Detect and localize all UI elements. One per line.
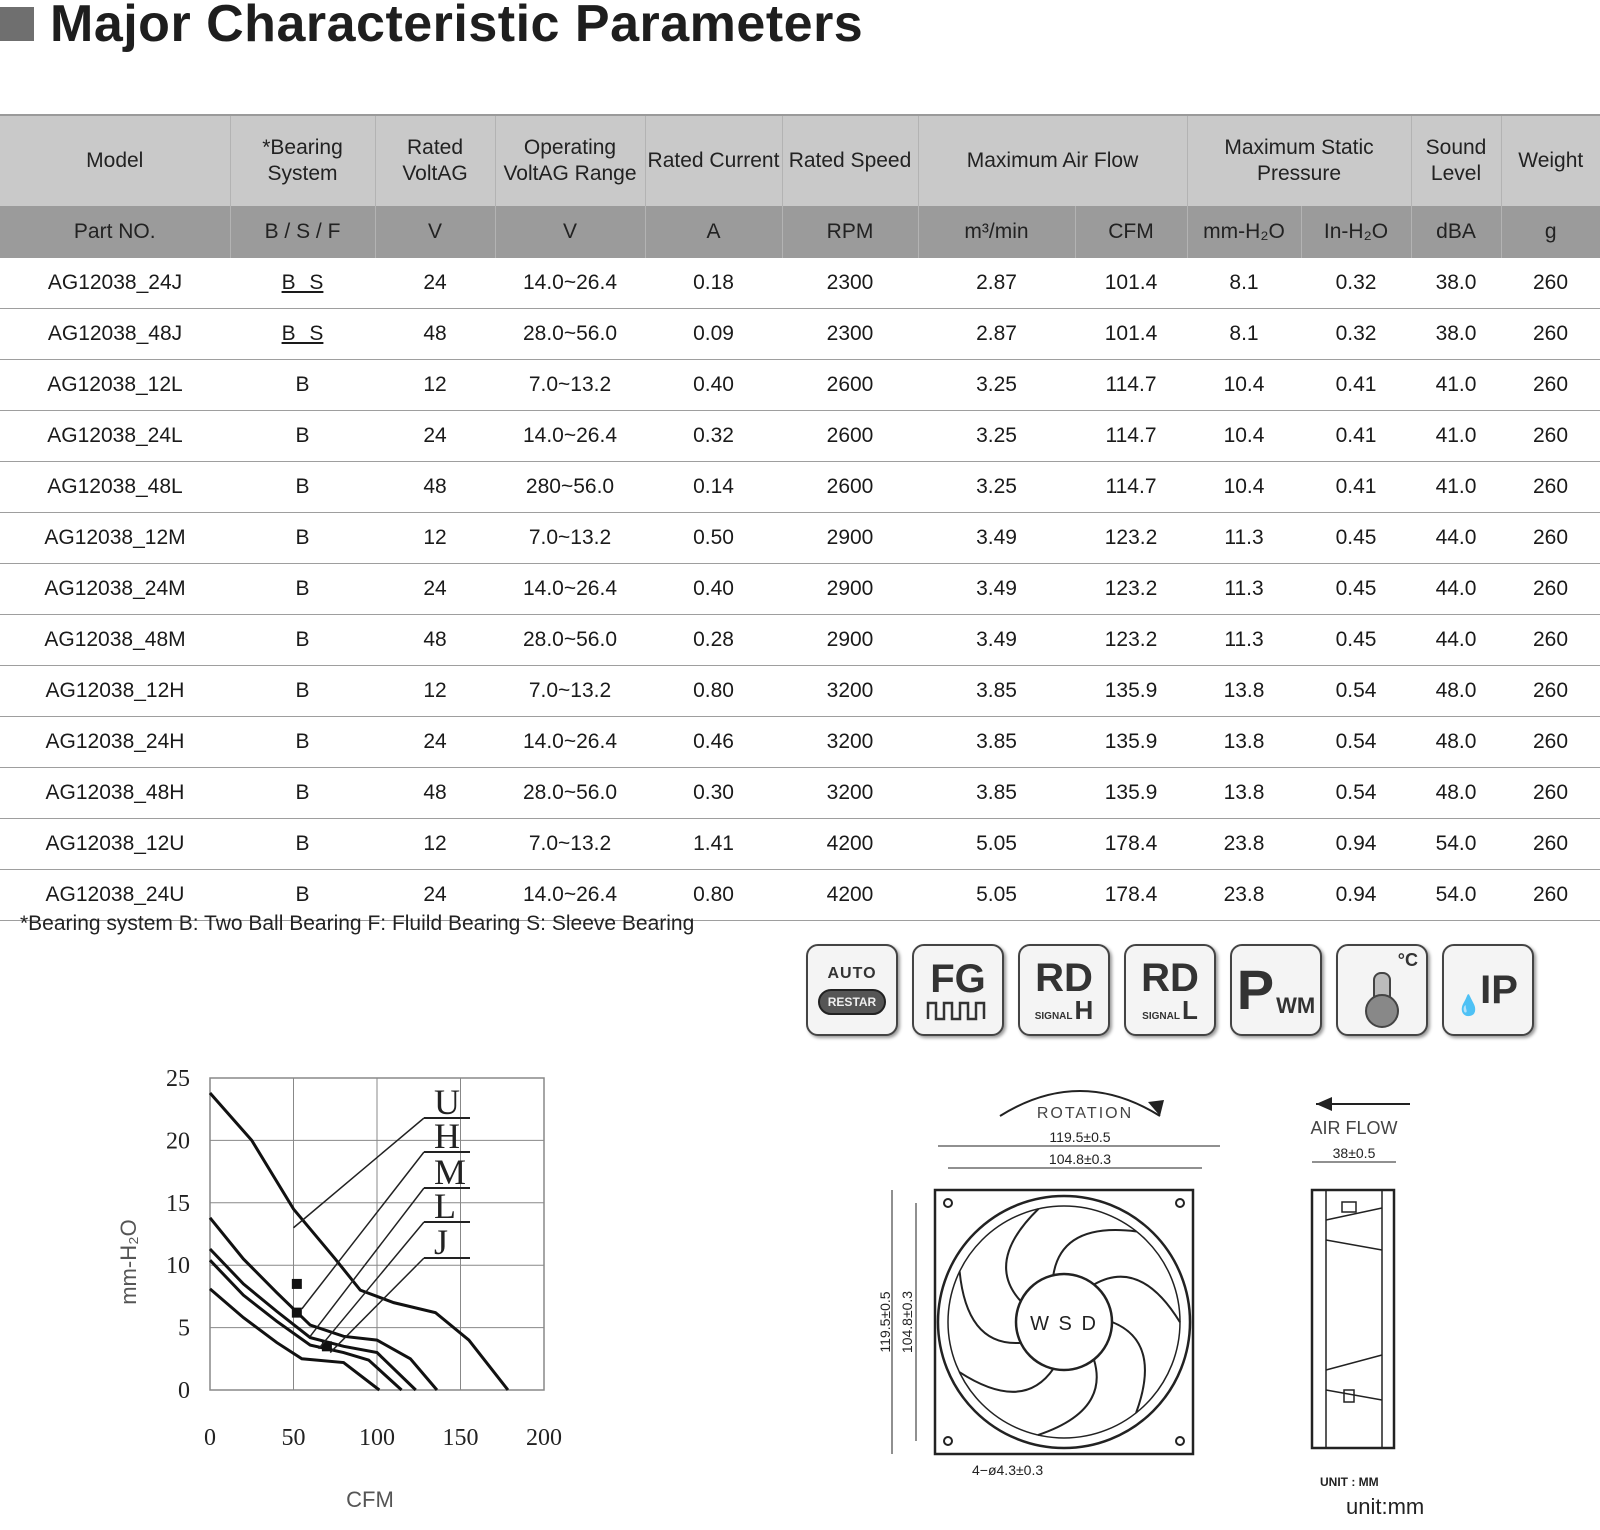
table-row	[0, 819, 1600, 870]
y-ticks	[166, 1066, 190, 1404]
cell-current: 0.40	[645, 360, 782, 411]
table-row	[0, 309, 1600, 360]
dim-width-inner: 104.8±0.3	[1048, 1151, 1112, 1167]
cell-weight: 260	[1501, 258, 1600, 309]
cell-dba: 44.0	[1411, 615, 1501, 666]
celsius-label: °C	[1397, 950, 1418, 970]
table-row	[0, 666, 1600, 717]
cell-range: 14.0~26.4	[495, 411, 645, 462]
cell-range: 7.0~13.2	[495, 513, 645, 564]
cell-bearing: B	[230, 768, 375, 819]
cell-weight: 260	[1501, 819, 1600, 870]
y-tick-label: 20	[166, 1128, 190, 1155]
cell-range: 7.0~13.2	[495, 819, 645, 870]
pwm-p: P	[1236, 958, 1275, 1021]
cell-m3min: 2.87	[918, 258, 1075, 309]
cell-current: 0.46	[645, 717, 782, 768]
cell-range: 7.0~13.2	[495, 360, 645, 411]
cell-dba: 54.0	[1411, 870, 1501, 921]
cell-cfm: 123.2	[1075, 615, 1187, 666]
cell-mmh2o: 23.8	[1187, 819, 1301, 870]
signal-l-text: SIGNAL	[1142, 1011, 1180, 1022]
curve-marker	[292, 1279, 302, 1289]
cell-dba: 48.0	[1411, 768, 1501, 819]
curve-marker	[292, 1308, 302, 1318]
cell-weight: 260	[1501, 768, 1600, 819]
cell-range: 14.0~26.4	[495, 564, 645, 615]
unit-part-no: Part NO.	[0, 206, 230, 258]
cell-bearing: B	[230, 360, 375, 411]
cell-model: AG12038_24L	[0, 411, 230, 462]
cell-weight: 260	[1501, 615, 1600, 666]
cell-current: 0.14	[645, 462, 782, 513]
feature-icons	[806, 944, 1534, 1036]
cell-mmh2o: 13.8	[1187, 666, 1301, 717]
cell-speed: 2900	[782, 615, 918, 666]
fg-signal-icon	[912, 944, 1004, 1036]
cell-model: AG12038_12H	[0, 666, 230, 717]
table-row	[0, 360, 1600, 411]
cell-bearing: B	[230, 819, 375, 870]
table-row	[0, 768, 1600, 819]
cell-cfm: 123.2	[1075, 513, 1187, 564]
cell-range: 14.0~26.4	[495, 870, 645, 921]
rd-signal-l-icon	[1124, 944, 1216, 1036]
unit-m3min: m³/min	[918, 206, 1075, 258]
header-weight: Weight	[1501, 115, 1600, 206]
fan-blade	[959, 1369, 1053, 1392]
dim-height-inner: 104.8±0.3	[899, 1290, 915, 1354]
x-tick-label: 100	[359, 1425, 395, 1451]
cell-range: 14.0~26.4	[495, 258, 645, 309]
cell-mmh2o: 11.3	[1187, 615, 1301, 666]
cell-speed: 3200	[782, 717, 918, 768]
cell-speed: 2600	[782, 411, 918, 462]
cell-speed: 4200	[782, 819, 918, 870]
cell-range: 280~56.0	[495, 462, 645, 513]
fan-blade	[1112, 1322, 1145, 1413]
dim-width-outer: 119.5±0.5	[1049, 1129, 1111, 1145]
airflow-label: AIR FLOW	[1310, 1118, 1398, 1138]
cell-inh2o: 0.32	[1301, 258, 1411, 309]
table-row	[0, 513, 1600, 564]
label-leader-line	[310, 1188, 424, 1336]
cell-dba: 41.0	[1411, 462, 1501, 513]
table-row	[0, 615, 1600, 666]
dim-height-outer: 119.5±0.5	[877, 1291, 893, 1353]
cell-cfm: 178.4	[1075, 870, 1187, 921]
cell-cfm: 135.9	[1075, 717, 1187, 768]
cell-weight: 260	[1501, 309, 1600, 360]
cell-speed: 2300	[782, 309, 918, 360]
unit-v: V	[375, 206, 495, 258]
cell-voltage: 24	[375, 564, 495, 615]
l-letter: L	[1181, 995, 1198, 1025]
cell-cfm: 114.7	[1075, 360, 1187, 411]
bearing-footnote: *Bearing system B: Two Ball Bearing F: Fluild Bearing S: Sleeve Bearing	[20, 912, 695, 935]
cell-voltage: 12	[375, 819, 495, 870]
cell-inh2o: 0.41	[1301, 411, 1411, 462]
mount-hole-tr	[1176, 1199, 1184, 1207]
cell-weight: 260	[1501, 717, 1600, 768]
x-tick-label: 150	[442, 1425, 479, 1451]
cell-voltage: 48	[375, 462, 495, 513]
restart-label: RESTAR	[818, 989, 886, 1015]
curve-labels	[294, 1082, 471, 1353]
cell-model: AG12038_12L	[0, 360, 230, 411]
cell-weight: 260	[1501, 513, 1600, 564]
x-ticks	[204, 1425, 562, 1451]
unit-g: g	[1501, 206, 1600, 258]
hub-brand: W S D	[1030, 1313, 1098, 1335]
cell-bearing: B S	[230, 258, 375, 309]
title-marker-square	[0, 7, 34, 41]
header-rated-voltage: Rated VoltAG	[375, 115, 495, 206]
cell-model: AG12038_24U	[0, 870, 230, 921]
table-row	[0, 717, 1600, 768]
cell-model: AG12038_48L	[0, 462, 230, 513]
mount-hole-tl	[944, 1199, 952, 1207]
thermometer-icon	[1373, 972, 1391, 1016]
cell-m3min: 3.49	[918, 513, 1075, 564]
cell-voltage: 24	[375, 717, 495, 768]
x-tick-label: 0	[204, 1425, 216, 1451]
header-sound-level: Sound Level	[1411, 115, 1501, 206]
cell-cfm: 114.7	[1075, 411, 1187, 462]
cell-voltage: 24	[375, 870, 495, 921]
cell-weight: 260	[1501, 666, 1600, 717]
cell-dba: 44.0	[1411, 513, 1501, 564]
cell-dba: 38.0	[1411, 309, 1501, 360]
cell-voltage: 12	[375, 513, 495, 564]
fan-front-drawing	[877, 1076, 1240, 1496]
auto-restart-icon	[806, 944, 898, 1036]
cell-speed: 2900	[782, 513, 918, 564]
cell-inh2o: 0.54	[1301, 717, 1411, 768]
curve-U	[210, 1093, 508, 1390]
cell-inh2o: 0.94	[1301, 870, 1411, 921]
cell-m3min: 3.25	[918, 462, 1075, 513]
rotation-label: ROTATION	[1036, 1105, 1134, 1122]
cell-dba: 41.0	[1411, 360, 1501, 411]
cell-bearing: B	[230, 615, 375, 666]
cell-range: 28.0~56.0	[495, 615, 645, 666]
cell-current: 1.41	[645, 819, 782, 870]
cell-inh2o: 0.45	[1301, 564, 1411, 615]
unit-v-range: V	[495, 206, 645, 258]
cell-current: 0.28	[645, 615, 782, 666]
cell-cfm: 123.2	[1075, 564, 1187, 615]
cell-speed: 3200	[782, 666, 918, 717]
cell-voltage: 48	[375, 768, 495, 819]
mount-hole-br	[1176, 1437, 1184, 1445]
cell-voltage: 48	[375, 309, 495, 360]
cell-mmh2o: 10.4	[1187, 411, 1301, 462]
x-tick-label: 200	[526, 1425, 562, 1451]
unit-mmh2o: mm-H₂O	[1187, 206, 1301, 258]
unit-a: A	[645, 206, 782, 258]
cell-current: 0.80	[645, 666, 782, 717]
cell-dba: 54.0	[1411, 819, 1501, 870]
cell-cfm: 135.9	[1075, 768, 1187, 819]
label-leader-line	[302, 1152, 424, 1309]
cell-mmh2o: 10.4	[1187, 360, 1301, 411]
cell-model: AG12038_24M	[0, 564, 230, 615]
parameters-table	[0, 114, 1600, 921]
page-title: Major Characteristic Parameters	[50, 0, 864, 53]
cell-inh2o: 0.41	[1301, 360, 1411, 411]
depth-dim: 38±0.5	[1332, 1145, 1376, 1161]
curve-J	[210, 1289, 379, 1390]
cell-mmh2o: 8.1	[1187, 258, 1301, 309]
y-tick-label: 25	[166, 1066, 190, 1092]
cell-bearing: B	[230, 666, 375, 717]
cell-inh2o: 0.32	[1301, 309, 1411, 360]
cell-m3min: 5.05	[918, 870, 1075, 921]
header-rated-current: Rated Current	[645, 115, 782, 206]
cell-inh2o: 0.45	[1301, 615, 1411, 666]
cell-speed: 2900	[782, 564, 918, 615]
ip-label: IP	[1480, 968, 1518, 1012]
cell-dba: 48.0	[1411, 717, 1501, 768]
cell-m3min: 3.85	[918, 666, 1075, 717]
header-air-flow: Maximum Air Flow	[918, 115, 1187, 206]
cell-m3min: 5.05	[918, 819, 1075, 870]
cell-model: AG12038_48M	[0, 615, 230, 666]
cell-mmh2o: 23.8	[1187, 870, 1301, 921]
h-letter: H	[1074, 995, 1094, 1025]
label-leader-line	[294, 1118, 425, 1228]
table-row	[0, 411, 1600, 462]
cell-voltage: 12	[375, 666, 495, 717]
cell-weight: 260	[1501, 360, 1600, 411]
y-tick-label: 10	[166, 1253, 190, 1280]
pwm-icon	[1230, 944, 1322, 1036]
unit-inh2o: In-H₂O	[1301, 206, 1411, 258]
pwm-wm: WM	[1276, 993, 1316, 1018]
chart-curves	[210, 1093, 508, 1390]
cell-mmh2o: 11.3	[1187, 564, 1301, 615]
x-axis-label: CFM	[346, 1487, 394, 1512]
cell-model: AG12038_12U	[0, 819, 230, 870]
page-title-block	[0, 0, 863, 54]
unit-rpm: RPM	[782, 206, 918, 258]
cell-inh2o: 0.45	[1301, 513, 1411, 564]
unit-cfm: CFM	[1075, 206, 1187, 258]
cell-model: AG12038_12M	[0, 513, 230, 564]
curve-label-L: L	[434, 1186, 456, 1226]
side-hole-bottom	[1344, 1390, 1354, 1402]
cell-bearing: B	[230, 717, 375, 768]
cell-dba: 48.0	[1411, 666, 1501, 717]
table-unit-row	[0, 206, 1600, 258]
cell-mmh2o: 13.8	[1187, 768, 1301, 819]
cell-range: 28.0~56.0	[495, 768, 645, 819]
cell-cfm: 178.4	[1075, 819, 1187, 870]
cell-weight: 260	[1501, 411, 1600, 462]
fan-blade	[960, 1271, 1021, 1343]
cell-current: 0.18	[645, 258, 782, 309]
cell-weight: 260	[1501, 462, 1600, 513]
pq-curve-chart	[100, 1066, 700, 1516]
cell-weight: 260	[1501, 564, 1600, 615]
curve-label-U: U	[434, 1082, 460, 1122]
cell-voltage: 12	[375, 360, 495, 411]
mount-hole-bl	[944, 1437, 952, 1445]
cell-speed: 2600	[782, 462, 918, 513]
cell-current: 0.80	[645, 870, 782, 921]
cell-bearing: B	[230, 462, 375, 513]
cell-speed: 2300	[782, 258, 918, 309]
curve-label-H: H	[434, 1116, 460, 1156]
cell-inh2o: 0.94	[1301, 819, 1411, 870]
table-row	[0, 462, 1600, 513]
table-header-row	[0, 115, 1600, 206]
unit-small-label: UNIT : MM	[1320, 1475, 1379, 1489]
cell-bearing: B	[230, 870, 375, 921]
cell-bearing: B	[230, 411, 375, 462]
fan-blade	[1053, 1230, 1136, 1275]
header-static-pressure: Maximum Static Pressure	[1187, 115, 1411, 206]
cell-inh2o: 0.54	[1301, 768, 1411, 819]
cell-current: 0.40	[645, 564, 782, 615]
cell-dba: 38.0	[1411, 258, 1501, 309]
cell-dba: 44.0	[1411, 564, 1501, 615]
side-hole-top	[1342, 1202, 1356, 1212]
cell-inh2o: 0.54	[1301, 666, 1411, 717]
cell-voltage: 24	[375, 258, 495, 309]
cell-m3min: 3.25	[918, 411, 1075, 462]
x-tick-label: 50	[281, 1425, 306, 1451]
table-row	[0, 258, 1600, 309]
header-bearing: *Bearing System	[230, 115, 375, 206]
cell-cfm: 135.9	[1075, 666, 1187, 717]
cell-speed: 3200	[782, 768, 918, 819]
cell-bearing: B S	[230, 309, 375, 360]
temperature-icon	[1336, 944, 1428, 1036]
header-rated-speed: Rated Speed	[782, 115, 918, 206]
cell-m3min: 2.87	[918, 309, 1075, 360]
cell-bearing: B	[230, 513, 375, 564]
signal-h-text: SIGNAL	[1034, 1011, 1073, 1022]
cell-current: 0.32	[645, 411, 782, 462]
cell-range: 7.0~13.2	[495, 666, 645, 717]
cell-mmh2o: 10.4	[1187, 462, 1301, 513]
cell-speed: 2600	[782, 360, 918, 411]
cell-range: 28.0~56.0	[495, 309, 645, 360]
cell-range: 14.0~26.4	[495, 717, 645, 768]
label-leader-line	[319, 1222, 424, 1349]
cell-m3min: 3.25	[918, 360, 1075, 411]
cell-mmh2o: 13.8	[1187, 717, 1301, 768]
cell-model: AG12038_48H	[0, 768, 230, 819]
curve-label-J: J	[434, 1222, 449, 1262]
cell-speed: 4200	[782, 870, 918, 921]
chart-grid	[210, 1078, 544, 1390]
cell-cfm: 101.4	[1075, 309, 1187, 360]
ip-rating-icon	[1442, 944, 1534, 1036]
cell-dba: 41.0	[1411, 411, 1501, 462]
cell-m3min: 3.49	[918, 615, 1075, 666]
auto-label: AUTO	[827, 965, 877, 982]
cell-model: AG12038_24J	[0, 258, 230, 309]
unit-label: unit:mm	[1346, 1494, 1425, 1519]
cell-m3min: 3.49	[918, 564, 1075, 615]
airflow-arrow-icon	[1316, 1097, 1332, 1111]
y-tick-label: 5	[178, 1315, 190, 1342]
curve-label-M: M	[434, 1152, 467, 1192]
cell-voltage: 24	[375, 411, 495, 462]
y-axis-label: mm-H₂O	[116, 1219, 141, 1305]
rd-l-label: RD	[1141, 956, 1199, 1000]
table-row	[0, 564, 1600, 615]
cell-mmh2o: 11.3	[1187, 513, 1301, 564]
fan-side-drawing	[1300, 1090, 1500, 1530]
cell-weight: 260	[1501, 870, 1600, 921]
fg-label: FG	[930, 957, 986, 1001]
cell-m3min: 3.85	[918, 768, 1075, 819]
unit-dba: dBA	[1411, 206, 1501, 258]
water-drop-icon: 💧	[1456, 995, 1481, 1017]
cell-bearing: B	[230, 564, 375, 615]
cell-mmh2o: 8.1	[1187, 309, 1301, 360]
cell-inh2o: 0.41	[1301, 462, 1411, 513]
cell-model: AG12038_48J	[0, 309, 230, 360]
side-ribs	[1326, 1208, 1382, 1400]
cell-current: 0.50	[645, 513, 782, 564]
rd-h-label: RD	[1035, 956, 1093, 1000]
holes-spec: 4−ø4.3±0.3	[972, 1462, 1044, 1478]
cell-current: 0.30	[645, 768, 782, 819]
header-model: Model	[0, 115, 230, 206]
cell-voltage: 48	[375, 615, 495, 666]
unit-bearing: B / S / F	[230, 206, 375, 258]
rd-signal-h-icon	[1018, 944, 1110, 1036]
cell-m3min: 3.85	[918, 717, 1075, 768]
y-tick-label: 0	[178, 1378, 190, 1404]
cell-cfm: 114.7	[1075, 462, 1187, 513]
header-operating-range: Operating VoltAG Range	[495, 115, 645, 206]
cell-model: AG12038_24H	[0, 717, 230, 768]
square-wave-icon	[926, 999, 990, 1021]
cell-current: 0.09	[645, 309, 782, 360]
y-tick-label: 15	[166, 1190, 190, 1217]
cell-cfm: 101.4	[1075, 258, 1187, 309]
